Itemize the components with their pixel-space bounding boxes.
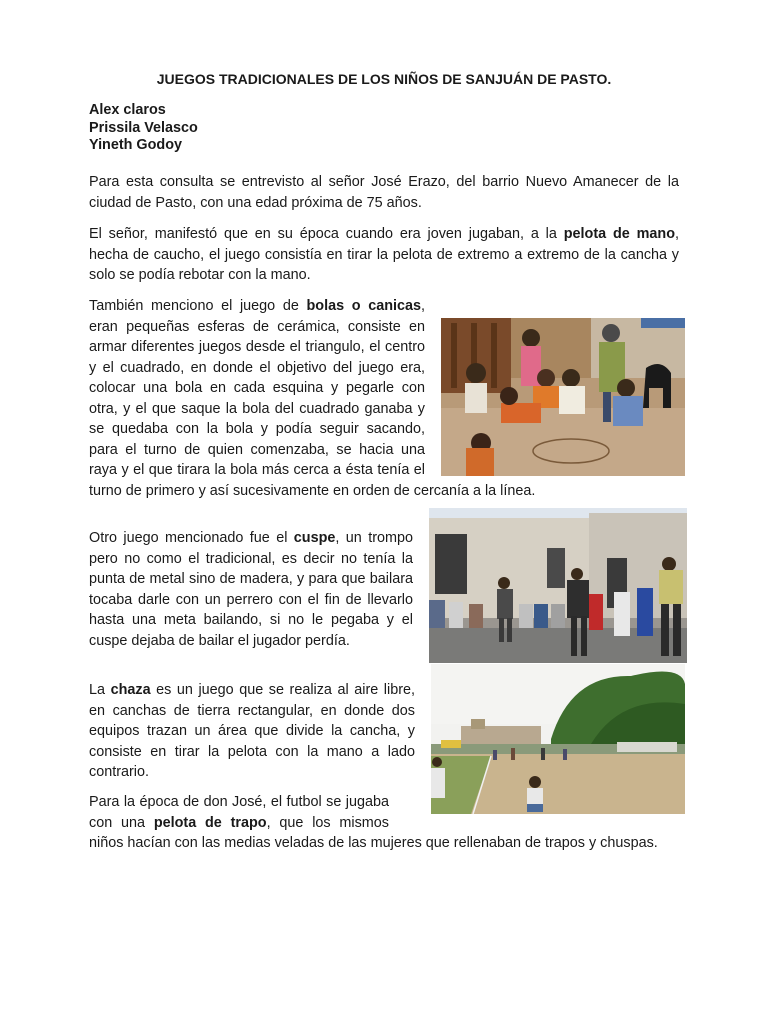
bold-term: cuspe (293, 530, 336, 546)
cuspe-photo (429, 508, 687, 663)
text-run: es un juego que se realiza al aire libre, en canchas de tierra rectangular, en donde dos equipos trazan un área que divide la cancha, y consiste en tirar la pelota con la mano a lado contrario. (89, 682, 416, 780)
paragraph-canicas (89, 296, 679, 501)
paragraph-cuspe (89, 528, 679, 663)
text-run: , un trompo pero no como el tradicional, es decir no tenía la punta de metal sino de madera, y para que bailara tocaba darle con un perrero con el fin de llevarlo hasta una meta bailando, si no le pegaba y el cuspe dejaba de bailar el jugador perdía. (89, 530, 413, 649)
bold-term: pelota de mano (563, 226, 675, 242)
text-run: La (89, 682, 111, 698)
text-run: Para la época de don José, el futbol se jugaba con una (89, 794, 389, 831)
text-run: Otro juego mencionado fue el (89, 530, 294, 546)
text-run: El señor, manifestó que en su época cuando era joven jugaban, a la (89, 226, 564, 242)
bold-term: chaza (110, 682, 151, 698)
bold-term: pelota de trapo (153, 814, 267, 831)
author-name: Yineth Godoy (89, 137, 183, 153)
paragraph-pelota-de-trapo (89, 792, 679, 854)
bold-term: bolas o canicas (306, 298, 421, 314)
paragraph-interview: Para esta consulta se entrevisto al señor José Erazo, del barrio Nuevo Amanecer de la ciudad de Pasto, con una edad próxima de 75 años. (89, 174, 679, 211)
author-name: Alex claros (89, 102, 166, 118)
document-title: JUEGOS TRADICIONALES DE LOS NIÑOS DE SANJUÁN DE PASTO. (156, 71, 612, 87)
author-list (89, 102, 198, 155)
text-run: , hecha de caucho, el juego consistía en tirar la pelota de extremo a extremo de la cancha y solo se podía rebotar con la mano. (89, 226, 679, 283)
paragraph-pelota-de-mano (89, 224, 679, 286)
author-name: Prissila Velasco (89, 119, 198, 136)
canicas-photo (441, 318, 685, 476)
text-run: , eran pequeñas esferas de cerámica, consiste en armar diferentes juegos desde el triangulo, el centro y el cuadrado, en donde el objetivo del juego era, colocar una bola en cada esquina y pegarle con otra, y el que saque la bola del cuadrado ganaba y se quedaba con la bola y podía seguir sacando, para el turno de quien comenzaba, se hacia una raya y el que tirara la bola más cerca a ésta tenía el turno de primero y así sucesivamente en orden de cercanía a la línea. (89, 298, 536, 499)
text-run: También menciono el juego de (89, 298, 307, 314)
text-run: , que los mismos niños hacían con las medias veladas de las mujeres que rellenaban de trapos y chuspas. (89, 814, 658, 851)
photo-spacer (405, 792, 679, 814)
